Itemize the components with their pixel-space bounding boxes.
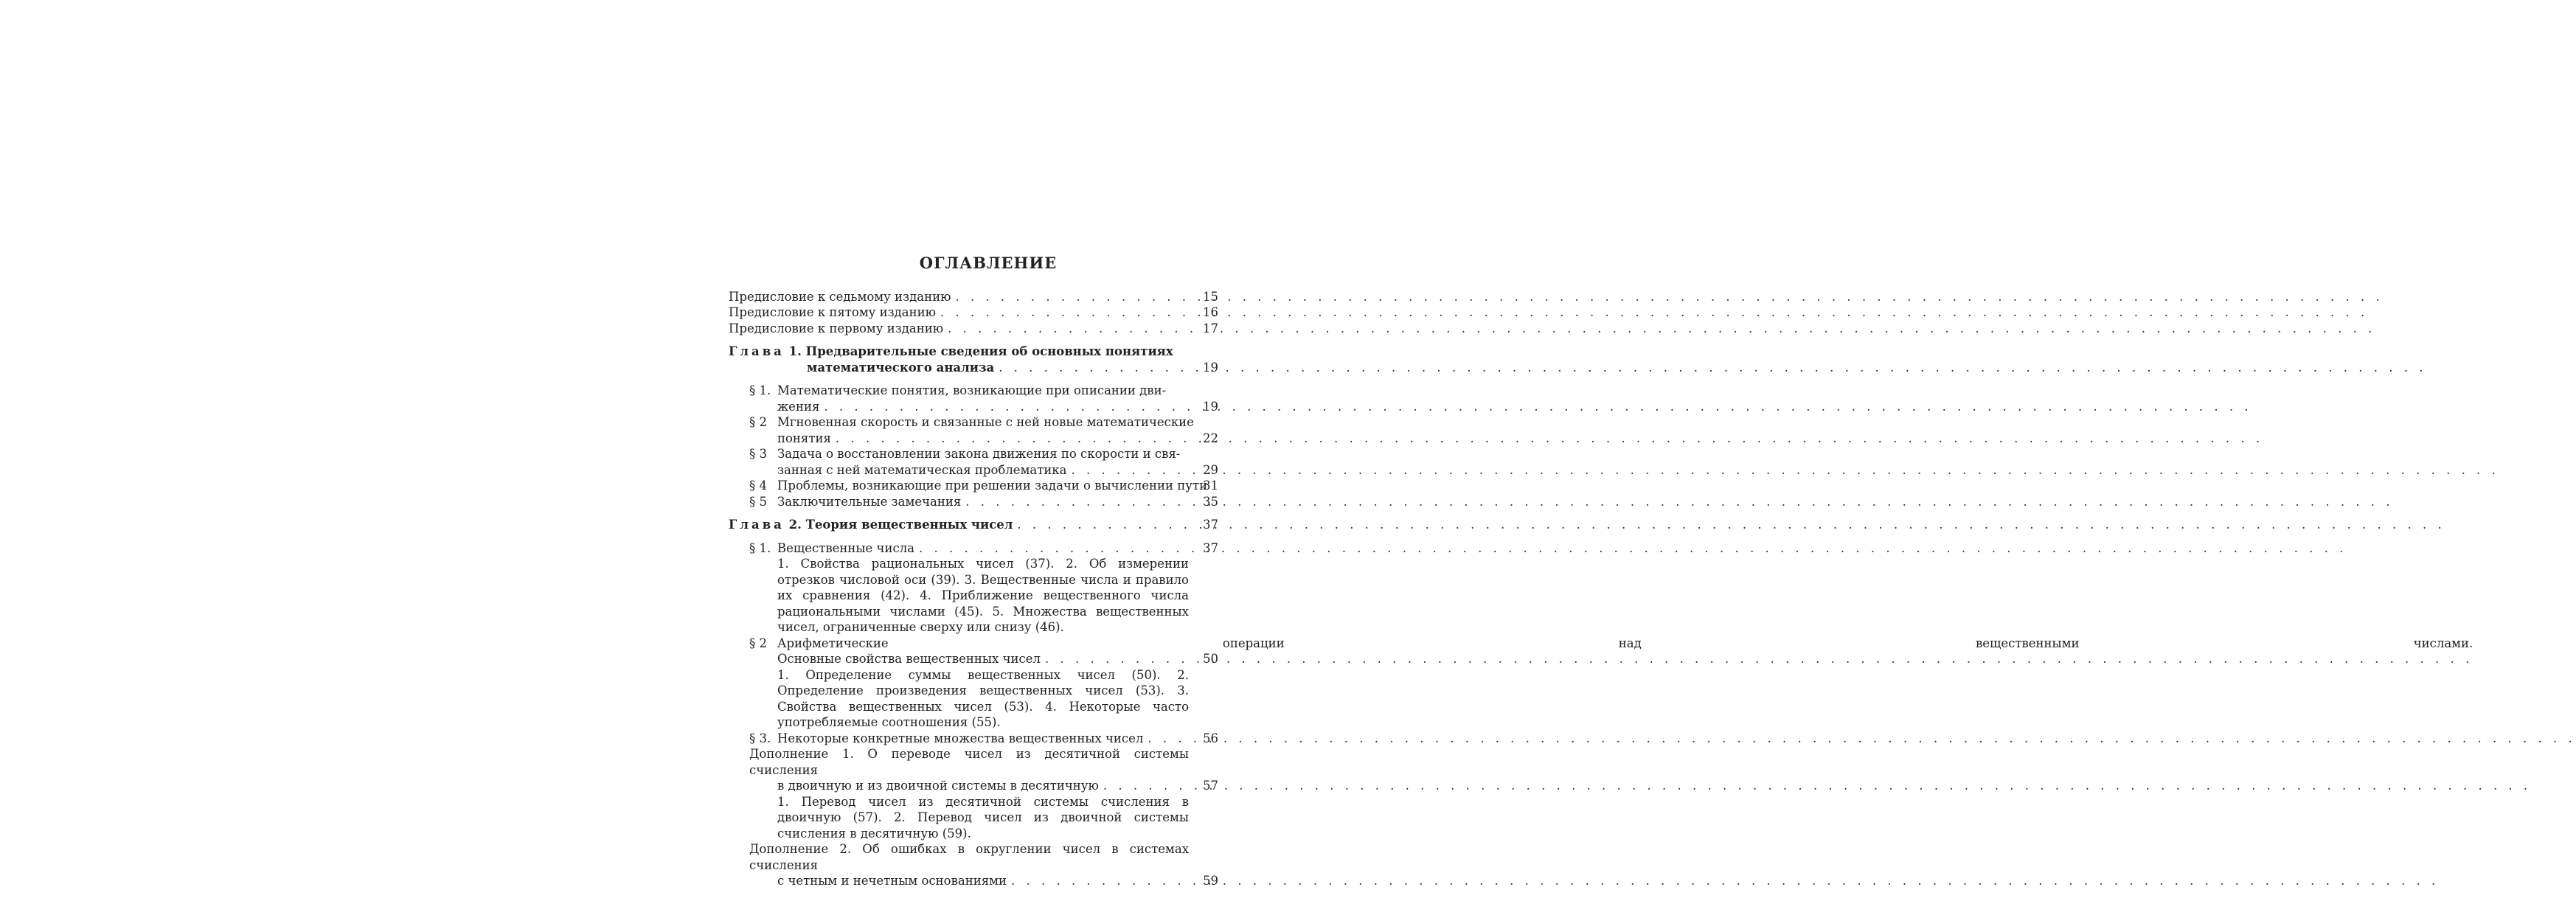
section-title-cont: жения (777, 399, 820, 414)
entry-page: 17 (1203, 321, 1218, 335)
section-page: 56 (1203, 731, 1218, 745)
section-number: § 1. (749, 383, 771, 397)
section-number: § 3 (749, 447, 767, 461)
section-title: Мгновенная скорость и связанные с ней новые математические (777, 415, 1194, 429)
addendum-page: 59 (1203, 874, 1218, 888)
section-title: Проблемы, возникающие при решении задачи о вычислении пути (777, 479, 1208, 493)
entry-page: 15 (1203, 289, 1218, 304)
chapter-prefix: Глава (729, 344, 785, 358)
section-title: Некоторые конкретные множества вещественных чисел (777, 731, 1144, 745)
toc-section (729, 383, 1218, 414)
section-page: 50 (1203, 652, 1218, 666)
section-title: Вещественные числа (777, 540, 915, 555)
chapter-title-cont: математического анализа (807, 360, 995, 375)
toc-section (729, 414, 1218, 446)
entry-label: Предисловие к пятому изданию (729, 305, 936, 319)
section-number: § 4 (749, 479, 767, 493)
entry-page: 16 (1203, 305, 1218, 319)
section-title-cont: Основные свойства вещественных чисел (777, 652, 1041, 666)
toc-chapter-1 (729, 344, 1218, 375)
toc-section (729, 731, 1218, 747)
section-page: 22 (1203, 431, 1218, 445)
section-title: Математические понятия, возникающие при описании дви- (777, 383, 1167, 397)
toc-addendum-1 (729, 746, 1218, 794)
section-title: Заключительные замечания (777, 494, 962, 509)
section-page: 29 (1203, 462, 1218, 477)
section-number: § 2 (749, 636, 767, 650)
toc-entry-preface-1 (729, 321, 1218, 337)
section-page: 35 (1203, 494, 1218, 509)
table-of-contents (729, 254, 2473, 889)
toc-entry-preface-7 (729, 289, 1218, 305)
toc-entry-preface-5 (729, 305, 1218, 321)
section-subtopics: 1. Свойства рациональных чисел (37). 2. Об измерении отрезков числовой оси (39). 3. Вещественные числа и правило их сравнения (42). 4. Приближение вещественного числа рациональными числами (45). 5. Множества вещественных чисел, ограниченные сверху или снизу (46). (777, 557, 1189, 634)
section-title-cont: понятия (777, 431, 831, 445)
toc-addendum-2 (729, 841, 1218, 889)
toc-section (729, 494, 1218, 510)
chapter-number: 2. (788, 518, 802, 532)
addendum-subtopics: 1. Перевод чисел из десятичной системы счисления в двоичную (57). 2. Перевод чисел из двоичной системы счисления в десятичную (59). (777, 794, 1189, 841)
chapter-number: 1. (788, 344, 802, 358)
entry-label: Предисловие к первому изданию (729, 321, 944, 335)
addendum-title-cont: в двоичную и из двоичной системы в десятичную (777, 779, 1099, 793)
chapter-prefix: Глава (729, 518, 785, 532)
toc-section (729, 446, 1218, 478)
toc-section (729, 478, 1218, 494)
addendum-title: Дополнение 1. О переводе чисел из десятичной системы счисления (749, 747, 1189, 777)
toc-chapter-2 (729, 517, 1218, 533)
addendum-title: Дополнение 2. Об ошибках в округлении чисел в системах счисления (749, 842, 1189, 872)
section-page: 19 (1203, 399, 1218, 414)
section-page: 37 (1203, 540, 1218, 555)
toc-title: ОГЛАВЛЕНИЕ (919, 254, 1058, 272)
section-number: § 3. (749, 731, 771, 745)
entry-label: Предисловие к седьмому изданию (729, 289, 951, 304)
chapter-title: Теория вещественных чисел (805, 518, 1013, 532)
section-title: Задача о восстановлении закона движения по скорости и свя- (777, 447, 1181, 461)
chapter-title: Предварительные сведения об основных понятиях (805, 344, 1173, 358)
section-number: § 2 (749, 415, 767, 429)
section-number: § 1. (749, 540, 771, 555)
chapter-page: 37 (1203, 518, 1218, 532)
section-title: Арифметические операции над вещественными числами. (777, 636, 2473, 650)
section-subtopics: 1. Определение суммы вещественных чисел (50). 2. Определение произведения вещественных чисел (53). 3. Свойства вещественных чисел (53). 4. Некоторые часто употребляемые соотношения (55). (777, 667, 1189, 729)
toc-section (729, 636, 2473, 667)
addendum-title-cont: с четным и нечетным основаниями (777, 874, 1007, 888)
toc-section (729, 540, 1218, 557)
chapter-page: 19 (1203, 360, 1218, 375)
addendum-page: 57 (1203, 779, 1218, 793)
section-title-cont: занная с ней математическая проблематика (777, 462, 1067, 477)
section-number: § 5 (749, 494, 767, 509)
section-page: 31 (1203, 479, 1218, 493)
